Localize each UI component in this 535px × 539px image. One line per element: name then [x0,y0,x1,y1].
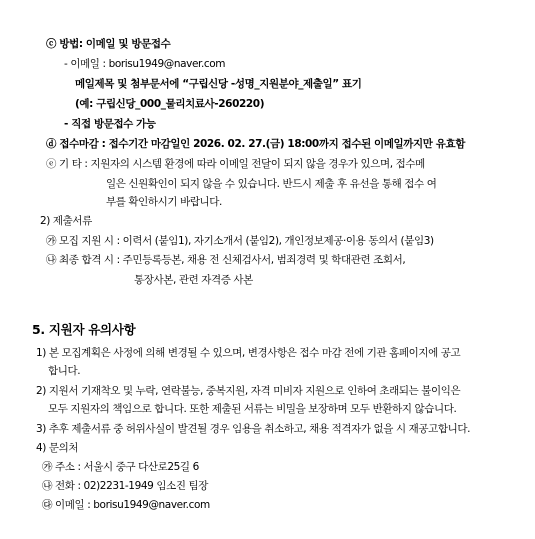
example-line: (예: 구립신당_000_물리치료사-260220) [75,98,265,110]
subject-line: 메일제목 및 첨부문서에 “구립신당 -성명_지원분야_제출일” 표기 [75,78,362,90]
deadline-line: ⓓ 접수마감 : 접수기간 마감일인 2026. 02. 27.(금) 18:00까지 접수된 이메일까지만 유효함 [46,138,466,150]
visit-line: - 직접 방문접수 가능 [64,118,156,130]
notice-3: 3) 추후 제출서류 중 허위사실이 발견될 경우 임용을 취소하고, 채용 적격자가 없을 시 재공고합니다. [36,423,471,435]
etc-line-2: 일은 신원확인이 되지 않을 수 있습니다. 반드시 제출 후 유선을 통해 접수 여 [106,178,437,190]
docs-final-1: ㉯ 최종 합격 시 : 주민등록등본, 채용 전 신체검사서, 범죄경력 및 학대관련 조회서, [46,254,406,266]
contact-phone: ㉯ 전화 : 02)2231-1949 임소진 팀장 [42,480,209,492]
docs-final-2: 통장사본, 관련 자격증 사본 [134,274,253,286]
notice-2-line-2: 모두 지원자의 책임으로 합니다. 또한 제출된 서류는 비밀을 보장하며 모두 반환하지 않습니다. [48,403,457,415]
docs-title: 2) 제출서류 [40,215,92,227]
docs-apply: ㉮ 모집 지원 시 : 이력서 (붙임1), 자기소개서 (붙임2), 개인정보제공·이용 동의서 (붙임3) [46,235,434,247]
email-line: - 이메일 : borisu1949@naver.com [64,58,226,70]
notice-1-line-2: 합니다. [48,365,81,377]
contact-email: ㉰ 이메일 : borisu1949@naver.com [42,499,210,511]
etc-line-1: ⓔ 기 타 : 지원자의 시스템 환경에 따라 이메일 전달이 되지 않을 경우가 있으며, 접수메 [46,158,425,170]
notice-2-line-1: 2) 지원서 기재착오 및 누락, 연락불능, 중복지원, 자격 미비자 지원으로 인하여 초래되는 불이익은 [36,385,461,397]
etc-line-3: 부를 확인하시기 바랍니다. [106,196,222,208]
notice-4-title: 4) 문의처 [36,442,79,454]
notice-1-line-1: 1) 본 모집계획은 사정에 의해 변경될 수 있으며, 변경사항은 접수 마감 전에 기관 홈페이지에 공고 [36,347,461,359]
method-heading: ⓒ 방법: 이메일 및 방문접수 [46,38,171,50]
contact-address: ㉮ 주소 : 서울시 중구 다산로25길 6 [42,461,199,473]
section-heading: 5. 지원자 유의사항 [32,322,136,337]
